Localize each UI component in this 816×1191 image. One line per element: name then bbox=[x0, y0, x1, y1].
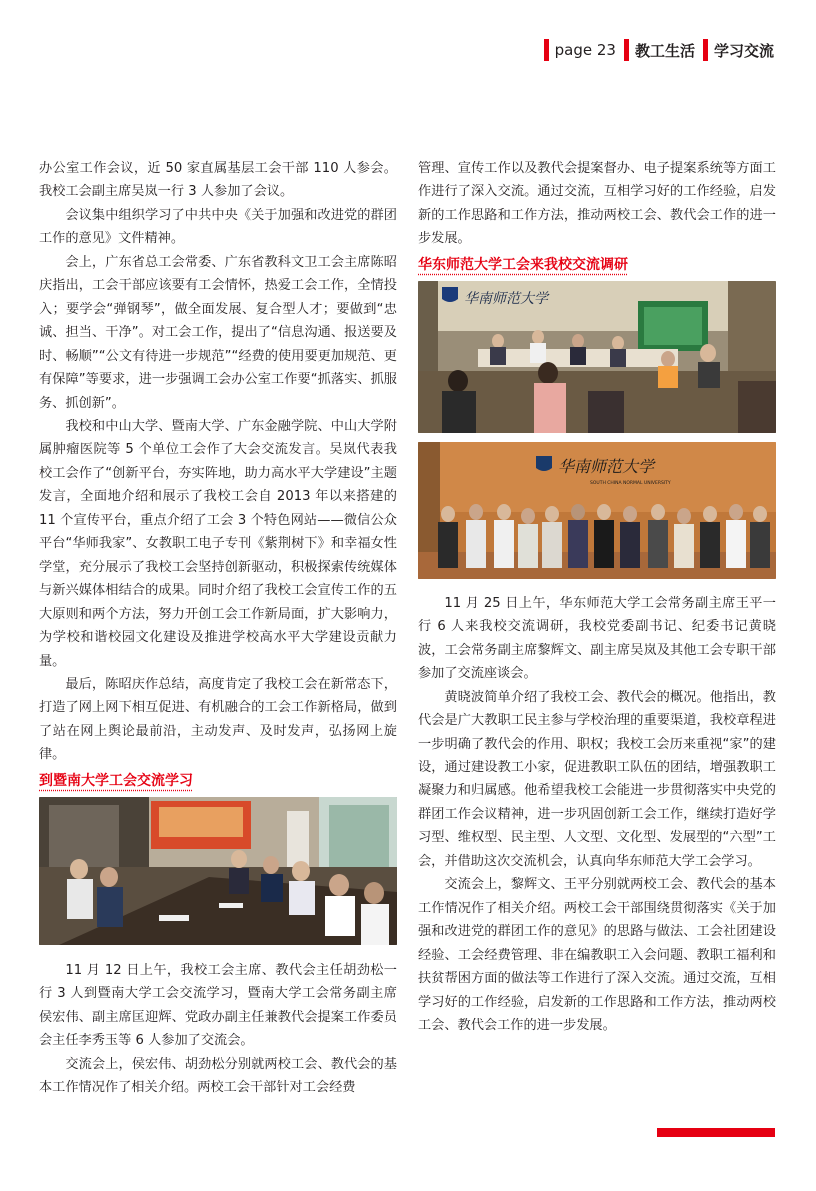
left-paragraph-2: 会议集中组织学习了中共中央《关于加强和改进党的群团工作的意见》文件精神。 bbox=[39, 207, 397, 247]
right-paragraph-1: 管理、宣传工作以及教代会提案督办、电子提案系统等方面工作进行了深入交流。通过交流，互相学习好的工作经验，启发新的工作思路和工作方法，推动两校工会、教代会工作的进一步发展。 bbox=[418, 161, 776, 247]
right-column bbox=[418, 157, 776, 1037]
photo2-sign-text: 华南师范大学 bbox=[558, 456, 655, 476]
left-paragraph-5: 最后，陈昭庆作总结，高度肯定了我校工会在新常态下，打造了网上网下相互促进、有机融合的工会工作新格局，做到了站在网上舆论最前沿，主动发声、及时发声，弘扬网上旋律。 bbox=[39, 676, 397, 763]
section-title: 教工生活 bbox=[634, 41, 695, 60]
section-heading-jinan: 到暨南大学工会交流学习 bbox=[39, 772, 193, 789]
right-paragraph-3: 黄晓波简单介绍了我校工会、教代会的概况。他指出，教代会是广大教职工民主参与学校治理的重要渠道，我校章程进一步明确了教代会的作用、职权；我校工会历来重视“家”的建设，通过建设教工小家，促进教职工队伍的团结，增强教职工凝聚力和归属感。他希望我校工会能进一步贯彻落实中央党的群团工作会议精神，进一步巩固创新工会工作，继续打造好学习型、维权型、民主型、人文型、文化型、发展型的“六型”工会，并借助这次交流机会，认真向华东师范大学工会学习。 bbox=[418, 689, 776, 869]
header-bar-2 bbox=[624, 39, 629, 61]
page-number: page 23 bbox=[554, 41, 616, 59]
photo1-sign-text: 华南师范大学 bbox=[464, 290, 548, 307]
photo-ecnu-meeting bbox=[418, 281, 776, 433]
header-bar-1 bbox=[544, 39, 549, 61]
page-header bbox=[544, 37, 774, 63]
meeting-room-photo bbox=[39, 797, 397, 945]
header-page bbox=[544, 39, 616, 61]
left-column bbox=[39, 157, 397, 1100]
header-subsection bbox=[703, 39, 774, 61]
left-paragraph-7: 交流会上，侯宏伟、胡劲松分别就两校工会、教代会的基本工作情况作了相关介绍。两校工会干部针对工会经费 bbox=[39, 1056, 397, 1096]
header-bar-3 bbox=[703, 39, 708, 61]
photo-ecnu-group bbox=[418, 442, 776, 579]
subsection-title: 学习交流 bbox=[713, 41, 774, 60]
left-paragraph-4: 我校和中山大学、暨南大学、广东金融学院、中山大学附属肿瘤医院等 5 个单位工会作了大会交流发言。吴岚代表我校工会作了“创新平台，夯实阵地，助力高水平大学建设”主题发言，全面地介绍和展示了我校工会自 2013 年以来搭建的 11 个宣传平台，重点介绍了工会 3 个特色网站——微信公众平台“华师我家”、女教职工电子专刊《紫荆树下》和幸福女性学堂，充分展示了我校工会坚持创新驱动，积极探索传统媒体与新兴媒体相结合的成果。同时介绍了我校工会宣传工作的五大原则和两个方法，努力开创工会工作新局面，扩大影响力，为学校和谐校园文化建设及推进学校高水平大学建设贡献力量。 bbox=[39, 418, 397, 669]
conference-photo bbox=[418, 281, 776, 433]
left-paragraph-1: 办公室工作会议，近 50 家直属基层工会干部 110 人参会。我校工会副主席吴岚一行 3 人参加了会议。 bbox=[39, 161, 397, 200]
section-heading-ecnu: 华东师范大学工会来我校交流调研 bbox=[418, 256, 628, 273]
right-paragraph-4: 交流会上，黎辉文、王平分别就两校工会、教代会的基本工作情况作了相关介绍。两校工会干部围绕贯彻落实《关于加强和改进党的群团工作的意见》的思路与做法、工会社团建设经验、工会经费管理、非在编教职工入会问题、教职工福利和扶贫帮困方面的做法等工作进行了深入交流。通过交流，互相学习好的工作经验，启发新的工作思路和工作方法，推动两校工会、教代会工作的进一步发展。 bbox=[418, 877, 776, 1033]
left-paragraph-6: 11 月 12 日上午，我校工会主席、教代会主任胡劲松一行 3 人到暨南大学工会交流学习，暨南大学工会常务副主席侯宏伟、副主席匡迎辉、党政办副主任兼教代会提案工作委员会主任李秀玉等 6 人参加了交流会。 bbox=[39, 962, 397, 1049]
group-photo bbox=[418, 442, 776, 579]
left-paragraph-3: 会上，广东省总工会常委、广东省教科文卫工会主席陈昭庆指出，工会干部应该要有工会情怀，热爱工会工作，全情投入；要学会“弹钢琴”，做全面发展、复合型人才；要做到“忠诚、担当、干净”。对工会工作，提出了“信息沟通、报送要及时、畅顺”“公文有待进一步规范”“经费的使用要更加规范、更有保障”等要求，进一步强调工会办公室工作要“抓落实、抓服务、抓创新”。 bbox=[39, 254, 397, 411]
photo-jinan-meeting bbox=[39, 797, 397, 945]
header-section bbox=[624, 39, 695, 61]
right-paragraph-2: 11 月 25 日上午，华东师范大学工会常务副主席王平一行 6 人来我校交流调研，我校党委副书记、纪委书记黄晓波，工会常务副主席黎辉文、副主席吴岚及其他工会专职干部参加了交流座谈会。 bbox=[418, 595, 776, 682]
footer-accent-bar bbox=[657, 1128, 775, 1137]
photo2-sign-en: SOUTH CHINA NORMAL UNIVERSITY bbox=[590, 480, 671, 486]
